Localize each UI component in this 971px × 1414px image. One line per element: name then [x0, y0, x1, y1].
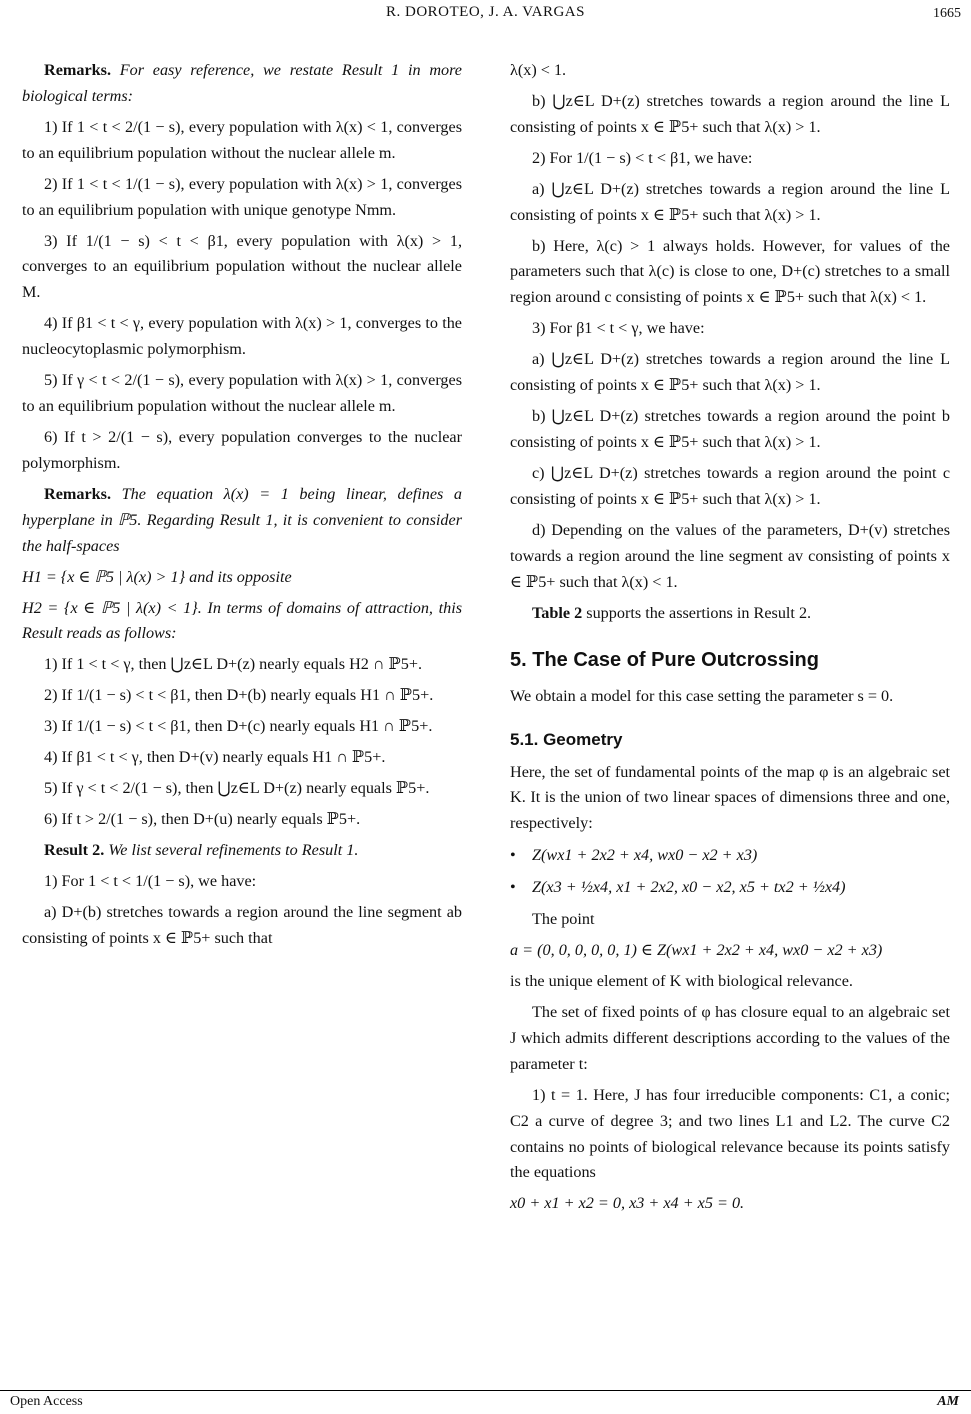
refinement-1a-end: λ(x) < 1. [510, 61, 567, 79]
remark-item-2: 2) If 1 < t < 1/(1 − s), every population with λ(x) > 1, converges to an equilibrium population with unique genotype Nmm. [22, 174, 462, 219]
remarks2-label: Remarks. [44, 484, 111, 503]
table-ref: Table 2 [532, 603, 583, 622]
remarks-text: For easy reference, we restate Result 1 in more biological terms: [22, 61, 462, 105]
point-label: The point [532, 910, 595, 929]
refinement-1b: b) ⋃z∈L D+(z) stretches towards a region around the line L consisting of points x ∈ ℙ5+ such that λ(x) > 1. [510, 91, 950, 136]
final-equation: x0 + x1 + x2 = 0, x3 + x4 + x5 = 0. [510, 1194, 745, 1213]
result2-label: Result 2. [44, 840, 105, 859]
unique-element-text: is the unique element of K with biological relevance. [510, 972, 853, 990]
refinement-3b: b) ⋃z∈L D+(z) stretches towards a region around the point b consisting of points x ∈ ℙ5+ such that λ(x) > 1. [510, 407, 950, 451]
result2-text: We list several refinements to Result 1. [108, 840, 359, 859]
fixed-points-paragraph: The set of fixed points of φ has closure equal to an algebraic set J which admits different descriptions according to the values of the parameter t: [510, 1002, 950, 1073]
remarks2-text: The equation λ(x) = 1 being linear, defines a hyperplane in ℙ5. Regarding Result 1, it is convenient to consider the half-spaces [22, 484, 462, 555]
refinement-1a: a) D+(b) stretches towards a region around the line segment ab consisting of points x ∈ ℙ5+ such that [22, 902, 462, 947]
subsection-heading: 5.1. Geometry [510, 730, 623, 750]
domain-item-5: 5) If γ < t < 2/(1 − s), then ⋃z∈L D+(z) nearly equals ℙ5+. [44, 779, 430, 798]
remark-item-5: 5) If γ < t < 2/(1 − s), every population with λ(x) > 1, converges to an equilibrium population without the nuclear allele m. [22, 371, 462, 416]
open-access-label: Open Access [10, 1394, 83, 1409]
remarks-label: Remarks. [44, 61, 111, 79]
point-equation: a = (0, 0, 0, 0, 0, 1) ∈ Z(wx1 + 2x2 + x4, wx0 − x2 + x3) [510, 941, 883, 960]
case-t1-paragraph: 1) t = 1. Here, J has four irreducible components: C1, a conic; C2 a curve of degree 3; and two lines L1 and L2. The curve C2 contains no points of biological relevance because its points satisfy the equations [510, 1085, 950, 1182]
bullet-item-1 [510, 843, 950, 869]
geometry-paragraph: Here, the set of fundamental points of the map φ is an algebraic set K. It is the union of two linear spaces of dimensions three and one, respectively: [510, 762, 950, 833]
half-space-h1: H1 = {x ∈ ℙ5 | λ(x) > 1} and its opposite [22, 567, 292, 586]
right-column [510, 58, 950, 1222]
running-title: R. DOROTEO, J. A. VARGAS [386, 4, 585, 20]
domain-item-3: 3) If 1/(1 − s) < t < β1, then D+(c) nearly equals H1 ∩ ℙ5+. [44, 717, 433, 736]
remark-item-4: 4) If β1 < t < γ, every population with λ(x) > 1, converges to the nucleocytoplasmic polymorphism. [22, 314, 462, 359]
refinement-3a: a) ⋃z∈L D+(z) stretches towards a region around the line L consisting of points x ∈ ℙ5+ such that λ(x) > 1. [510, 350, 950, 395]
journal-abbrev: AM [937, 1394, 959, 1409]
bullet-equation-2: Z(x3 + ½x4, x1 + 2x2, x0 − x2, x5 + tx2 + ½x4) [532, 878, 846, 897]
refinement-2b: b) Here, λ(c) > 1 always holds. However, for values of the parameters such that λ(c) is close to one, D+(c) stretches to a small region around c consisting of points x ∈ ℙ5+ such that λ(x) < 1. [510, 236, 950, 307]
remark-item-1: 1) If 1 < t < 2/(1 − s), every population with λ(x) < 1, converges to an equilibrium population without the nuclear allele m. [22, 117, 462, 162]
domain-item-2: 2) If 1/(1 − s) < t < β1, then D+(b) nearly equals H1 ∩ ℙ5+. [44, 686, 434, 705]
bullet-equation-1: Z(wx1 + 2x2 + x4, wx0 − x2 + x3) [532, 846, 758, 865]
section-heading: 5. The Case of Pure Outcrossing [510, 649, 819, 672]
domain-item-4: 4) If β1 < t < γ, then D+(v) nearly equals H1 ∩ ℙ5+. [44, 748, 386, 767]
table-note-text: supports the assertions in Result 2. [582, 603, 812, 622]
remark-item-3: 3) If 1/(1 − s) < t < β1, every population with λ(x) > 1, converges to an equilibrium population without the nuclear allele M. [22, 231, 462, 302]
remark-item-6: 6) If t > 2/(1 − s), every population converges to the nuclear polymorphism. [22, 427, 462, 472]
refinement-3c: c) ⋃z∈L D+(z) stretches towards a region around the point c consisting of points x ∈ ℙ5+ such that λ(x) > 1. [510, 463, 950, 508]
page-number: 1665 [933, 6, 961, 21]
half-space-h2: H2 = {x ∈ ℙ5 | λ(x) < 1}. In terms of domains of attraction, this Result reads as follows: [22, 598, 462, 643]
refinement-2a: a) ⋃z∈L D+(z) stretches towards a region around the line L consisting of points x ∈ ℙ5+ such that λ(x) > 1. [510, 179, 950, 224]
section-intro: We obtain a model for this case setting the parameter s = 0. [510, 687, 894, 706]
footer-rule [0, 1390, 971, 1391]
refinement-3d: d) Depending on the values of the parameters, D+(v) stretches towards a region around the line segment av consisting of points x ∈ ℙ5+ such that λ(x) < 1. [510, 520, 950, 591]
refinement-2: 2) For 1/(1 − s) < t < β1, we have: [532, 148, 753, 167]
refinement-1: 1) For 1 < t < 1/(1 − s), we have: [44, 871, 257, 890]
left-column [22, 58, 462, 957]
refinement-3: 3) For β1 < t < γ, we have: [532, 319, 705, 338]
domain-item-6: 6) If t > 2/(1 − s), then D+(u) nearly equals ℙ5+. [44, 809, 361, 828]
domain-item-1: 1) If 1 < t < γ, then ⋃z∈L D+(z) nearly equals H2 ∩ ℙ5+. [44, 655, 423, 674]
bullet-item-2 [510, 875, 950, 901]
result2-paragraph [22, 838, 462, 864]
remarks-paragraph [22, 58, 462, 110]
table-note [510, 601, 950, 627]
remarks2-paragraph [22, 482, 462, 560]
